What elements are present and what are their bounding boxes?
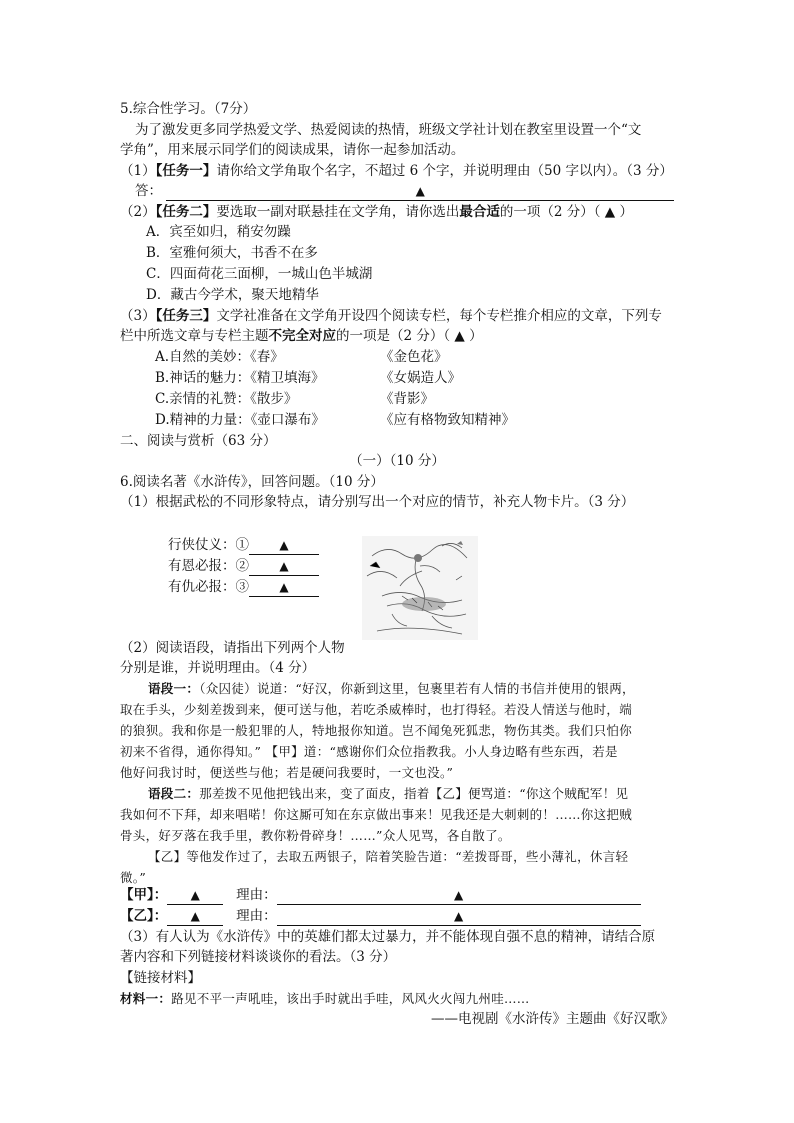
material1 (120, 989, 530, 1009)
task3-option-a (155, 347, 284, 367)
task2-prefix: （2） (120, 204, 156, 220)
card-label: 有恩必报：② (168, 558, 249, 574)
answer-blank[interactable] (166, 182, 674, 201)
reason-yi-blank[interactable] (277, 907, 641, 926)
q6-part3-b: 著内容和下列链接材料谈谈你的看法。（3 分） (120, 949, 397, 965)
task3-option-a-right: 《金色花》 (380, 349, 448, 365)
task2-text-a: 要选取一副对联悬挂在文学角，请你选出 (216, 204, 460, 220)
q6-part1: （1）根据武松的不同形象特点，请分别写出一个对应的情节，补充人物卡片。（3 分） (120, 494, 635, 510)
material1-text: 路见不平一声吼哇，该出手时就出手哇，风风火火闯九州哇…… (171, 991, 530, 1006)
task3-option-b-right: 《女娲造人》 (380, 370, 461, 386)
passage3-line2: 微。” (120, 870, 147, 885)
task3-option-c (155, 389, 297, 409)
answer-label: 答： (135, 183, 162, 199)
answer-jia-blank[interactable] (167, 886, 223, 905)
q5-task2 (120, 202, 633, 222)
task2-bold: 最合适 (459, 204, 500, 220)
q5-title: 5.综合性学习。（7分） (120, 101, 257, 117)
link-material-title: 【链接材料】 (120, 970, 201, 986)
card-item-2 (168, 556, 319, 576)
section2-title: 二、阅读与赏析（63 分） (120, 433, 277, 449)
option-left: A.自然的美妙：《春》 (155, 349, 284, 365)
task2-option-c: C．四面荷花三面柳，一城山色半城湖 (146, 266, 373, 282)
card-item-1 (168, 535, 319, 555)
task3-option-b (155, 368, 324, 388)
answer-yi-row (120, 906, 641, 926)
option-left: B.神话的魅力：《精卫填海》 (155, 370, 325, 386)
passage2-line2: 我如何不下拜，却来唱喏！你这厮可知在东京做出事来！见我还是大刺刺的！……你这把贼 (120, 807, 633, 822)
task2-option-d: D．藏古今学术，聚天地精华 (146, 287, 319, 303)
blank-mark: ▲ (190, 888, 200, 902)
answer-jia-label: 【甲】： (120, 887, 168, 903)
passage2-text: 那差拨不见他把钱出来，变了面皮，指着【乙】便骂道：“你这个贼配军！见 (199, 786, 629, 801)
q5-intro-1: 为了激发更多同学热爱文学、热爱阅读的热情，班级文学社计划在教室里设置一个“文 (135, 122, 642, 138)
card-item-3 (168, 577, 319, 597)
task2-tag: 【任务二】 (155, 204, 217, 220)
passage2-label: 语段二： (148, 786, 200, 801)
blank-mark: ▲ (454, 888, 464, 902)
passage1-line1 (148, 679, 635, 699)
card-label: 有仇必报：③ (168, 579, 249, 595)
task3-prefix: （3） (120, 308, 156, 324)
option-left: C.亲情的礼赞：《散步》 (155, 391, 298, 407)
q5-task1 (120, 161, 673, 181)
card-blank[interactable] (249, 557, 319, 576)
task3-bold: 不完全对应 (268, 328, 336, 344)
passage3-line1: 【乙】等他发作过了，去取五两银子，陪着笑脸告道：“差拨哥哥，些小薄礼，休言轻 (148, 849, 629, 864)
q6-title: 6.阅读名著《水浒传》，回答问题。（10 分） (120, 474, 384, 490)
wusong-tiger-illustration (362, 536, 478, 640)
task2-text-b: 的一项（2 分）（ ▲ ） (499, 204, 633, 220)
card-blank[interactable] (249, 536, 319, 555)
task3-text2a: 栏中所选文章与专栏主题 (120, 328, 269, 344)
passage1-text: （众囚徒）说道：“好汉，你新到这里，包裹里若有人情的书信并使用的银两， (199, 681, 635, 696)
q5-task3-line1 (120, 306, 662, 326)
material1-label: 材料一： (120, 991, 172, 1006)
task3-text2b: 的一项是（2 分）（ ▲ ） (336, 328, 483, 344)
q5-intro-2: 学角”，用来展示同学们的阅读成果，请你一起参加活动。 (120, 142, 465, 158)
passage1-line5: 他好问我讨时，便送些与他；若是硬问我要时，一文也没。” (120, 765, 454, 780)
option-left: D.精神的力量：《壶口瀑布》 (155, 412, 325, 428)
blank-mark: ▲ (279, 559, 289, 573)
blank-mark: ▲ (190, 909, 200, 923)
card-blank[interactable] (249, 578, 319, 597)
q5-answer-line (135, 181, 674, 201)
q5-task3-line2 (120, 326, 483, 346)
task3-option-d-right: 《应有格物致知精神》 (380, 412, 515, 428)
blank-mark: ▲ (279, 580, 289, 594)
passage1-line2: 取在手头，少刻差拨到来，便可送与他，若吃杀威棒时，也打得轻。若没人情送与他时，端 (120, 702, 633, 717)
blank-mark: ▲ (415, 184, 425, 198)
passage2-line3: 骨头，好歹落在我手里，教你粉骨碎身！……”众人见骂，各自散了。 (120, 828, 511, 843)
blank-mark: ▲ (279, 538, 289, 552)
q6-part3-a: （3）有人认为《水浒传》中的英雄们都太过暴力，并不能体现自强不息的精神，请结合原 (120, 929, 656, 945)
task2-option-a: A．宾至如归，稍安勿躁 (146, 224, 291, 240)
passage1-line4: 初来不省得，通你得知。” 【甲】道：“感谢你们众位指教我。小人身边略有些东西，若是 (120, 744, 618, 759)
task3-tag: 【任务三】 (155, 308, 217, 324)
task3-option-c-right: 《背影》 (380, 391, 434, 407)
passage1-label: 语段一： (148, 681, 200, 696)
card-label: 行侠仗义：① (168, 537, 249, 553)
material1-source: ——电视剧《水浒传》主题曲《好汉歌》 (431, 1011, 674, 1027)
q6-part2-a: （2）阅读语段，请指出下列两个人物 (120, 640, 345, 656)
answer-jia-row (120, 885, 641, 905)
task1-tag: 【任务一】 (155, 163, 217, 179)
reason-label: 理由： (236, 908, 277, 924)
reason-label: 理由： (236, 887, 277, 903)
passage2-line1 (148, 784, 628, 804)
task3-text1: 文学社准备在文学角开设四个阅读专栏，每个专栏推介相应的文章，下列专 (216, 308, 662, 324)
passage1-line3: 的狼狈。我和你是一般犯罪的人，特地报你知道。岂不闻兔死狐悲，物伤其类。我们只怕你 (120, 723, 633, 738)
blank-mark: ▲ (454, 909, 464, 923)
task3-option-d (155, 410, 325, 430)
answer-yi-label: 【乙】： (120, 908, 168, 924)
reason-jia-blank[interactable] (277, 886, 641, 905)
q6-part2-b: 分别是谁，并说明理由。（4 分） (120, 660, 316, 676)
section2-sub: （一）（10 分） (349, 453, 445, 469)
task2-option-b: B．室雅何须大，书香不在多 (146, 245, 318, 261)
answer-yi-blank[interactable] (167, 907, 223, 926)
task1-text: 请你给文学角取个名字，不超过 6 个字，并说明理由（50 字以内）。（3 分） (216, 163, 673, 179)
task1-prefix: （1） (120, 163, 156, 179)
